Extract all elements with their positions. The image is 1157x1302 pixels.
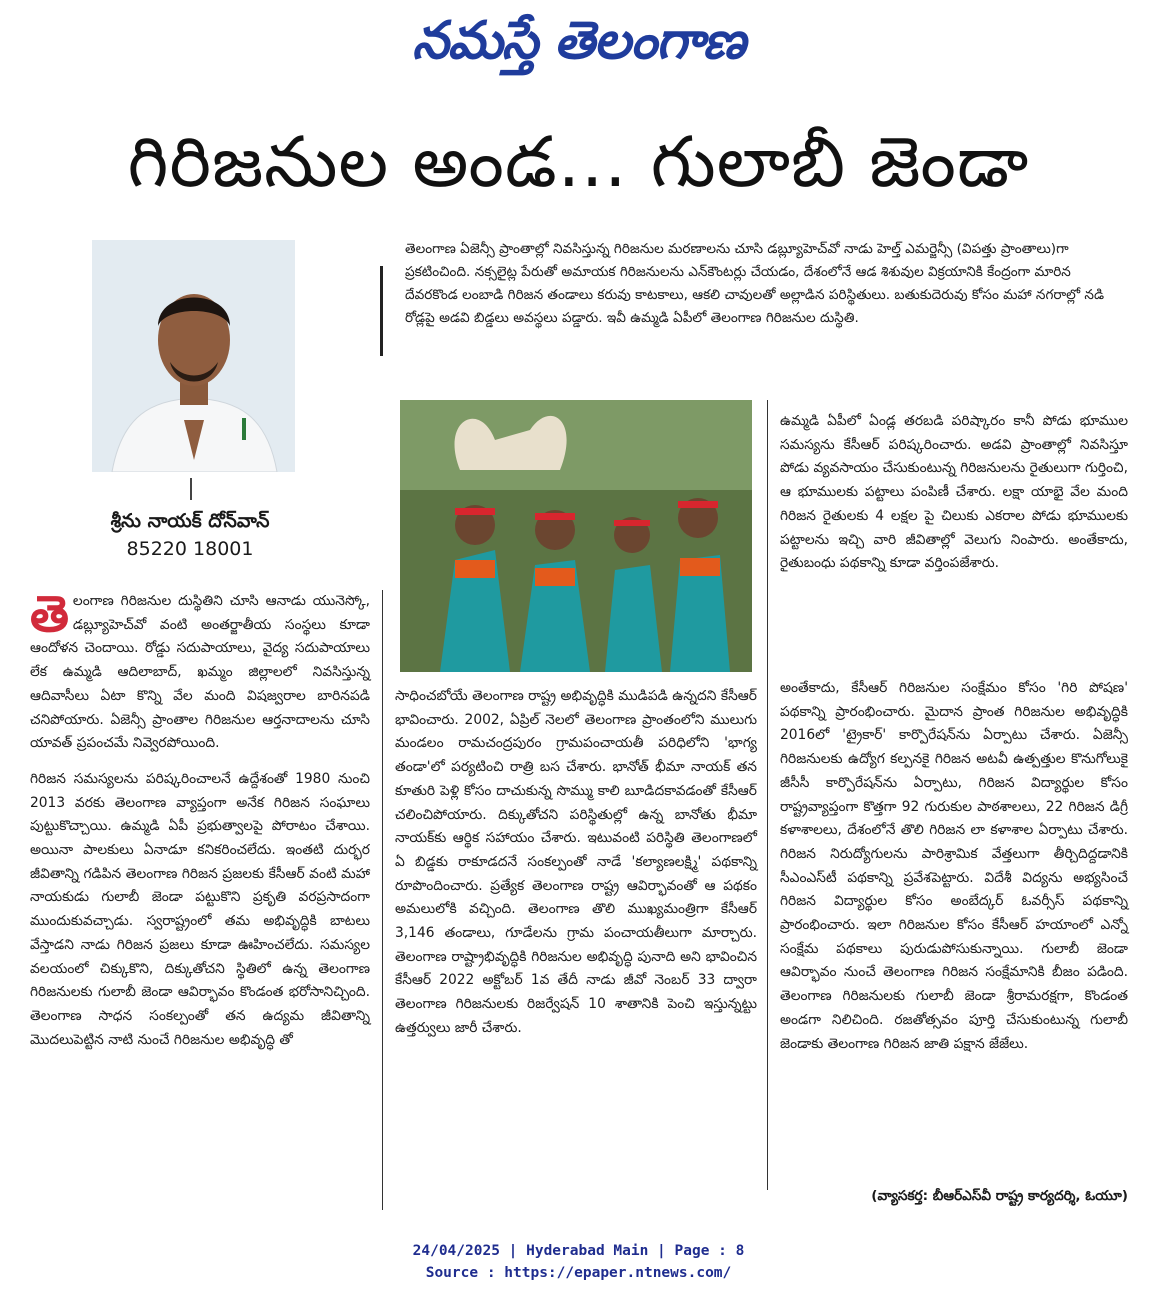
author-credit: (వ్యాసకర్త: బీఆర్‌ఎస్‌వీ రాష్ట్ర కార్యదర్శి, ఓయూ)	[871, 1188, 1128, 1204]
source-link[interactable]: Source : https://epaper.ntnews.com/	[425, 1265, 732, 1281]
article-intro: తెలంగాణ ఏజెన్సీ ప్రాంతాల్లో నివసిస్తున్న గిరిజనుల మరణాలను చూసి డబ్ల్యూహెచ్‌వో నాడు హెల్త్ ఎమర్జెన్సీ (విపత్తు ప్రాంతాలు)గా ప్రకటించింది. నక్సలైట్ల పేరుతో అమాయక గిరిజనులను ఎన్‌కౌంటర్లు చేయడం, దేశంలోనే ఆడ శిశువుల విక్రయానికి కేంద్రంగా మారిన దేవరకొండ లంబాడి గిరిజన తండాలు కరువు కాటకాలు, ఆకలి చావులతో అల్లాడిన పరిస్థితులు. బతుకుదెరువు కోసం మహా నగరాల్లో నడి రోడ్లపై అడవి బిడ్డలు అవస్థలు పడ్డారు. ఇవీ ఉమ్మడి ఏపీలో తెలంగాణ గిరిజనుల దుస్థితి.	[405, 241, 1105, 326]
paragraph: అంతేకాదు, కేసీఆర్ గిరిజనుల సంక్షేమం కోసం 'గిరి పోషణ' పథకాన్ని ప్రారంభించారు. మైదాన ప్రాంత గిరిజనుల అభివృద్ధికి 2016లో 'ట్రైకార్' కార్పొరేషన్‌ను ఏర్పాటు చేశారు. ఏజెన్సీ గిరిజనులకు ఉద్యోగ కల్పనకై గిరిజన అటవీ ఉత్పత్తుల కొనుగోలుకై జీసీసీ కార్పొరేషన్‌ను ఏర్పాటు, గిరిజన విద్యార్థుల కోసం రాష్ట్రవ్యాప్తంగా కొత్తగా 92 గురుకుల పాఠశాలలు, 22 గిరిజన డిగ్రీ కళాశాలలు, దేశంలోనే తొలి గిరిజన లా కళాశాల ఏర్పాటు చేశారు. గిరిజన నిరుద్యోగులను పారిశ్రామిక వేత్తలుగా తీర్చిదిద్దడానికి సీఎంఎస్‌టీ పథకాన్ని ప్రవేశపెట్టారు. విదేశీ విద్యను అభ్యసించే గిరిజన విద్యార్థుల కోసం అంబేద్కర్ ఓవర్సీస్ పథకాన్ని ప్రారంభించారు. ఇలా గిరిజనుల కోసం కేసీఆర్ హయాంలో ఎన్నో సంక్షేమ పథకాలు పురుడుపోసుకున్నాయి. గులాబీ జెండా ఆవిర్భావం నుంచే తెలంగాణ గిరిజన సంక్షేమానికి బీజం పడింది. తెలంగాణ గిరిజనులకు గులాబీ జెండా శ్రీరామరక్షగా, కొండంత అండగా నిలిచింది. రజతోత్సవం పూర్తి చేసుకుంటున్న గులాబీ జెండాకు తెలంగాణ గిరిజన జాతి పక్షాన జేజేలు.	[780, 680, 1128, 1052]
author-phone: 85220 18001	[126, 538, 254, 560]
masthead	[0, 6, 1157, 76]
edition-info: 24/04/2025 | Hyderabad Main | Page : 8	[412, 1243, 745, 1259]
author-photo	[92, 240, 295, 472]
author-divider	[190, 478, 192, 500]
article-column-middle	[395, 685, 757, 1053]
article-column-right-top	[780, 410, 1128, 588]
paragraph: ఉమ్మడి ఏపీలో ఏండ్ల తరబడి పరిష్కారం కానీ పోడు భూముల సమస్యను కేసీఆర్ పరిష్కరించారు. అడవి ప్రాంతాల్లో నివసిస్తూ పోడు వ్యవసాయం చేసుకుంటున్న గిరిజనులను రైతులుగా గుర్తించి, ఆ భూములకు పట్టాలు పంపిణీ చేశారు. లక్షా యాభై వేల మంది గిరిజన రైతులకు 4 లక్షల పై చిలుకు ఎకరాల పోడు భూములకు పట్టాలను ఇచ్చి వారి జీవితాల్లో వెలుగు నింపారు. అంతేకాదు, రైతుబంధు పథకాన్ని కూడా వర్తింపజేశారు.	[780, 413, 1128, 572]
paragraph: సాధించబోయే తెలంగాణ రాష్ట్ర అభివృద్ధికి ముడిపడి ఉన్నదని కేసీఆర్ భావించారు. 2002, ఏప్రిల్ నెలలో తెలంగాణ ప్రాంతంలోని ములుగు మండలం రామచంద్రపురం గ్రామపంచాయతీ పరిధిలోని 'భాగ్య తండా'లో పర్యటించి రాత్రి బస చేశారు. భానోత్ భీమా నాయక్ తన కూతురి పెళ్లి కోసం దాచుకున్న సొమ్ము కాలి బూడిదకావడంతో కేసీఆర్ చలించిపోయారు. దిక్కుతోచని పరిస్థితుల్లో ఉన్న బానోతు భీమా నాయక్‌కు ఆర్థిక సహాయం చేశారు. ఇటువంటి పరిస్థితి తెలంగాణలో ఏ బిడ్డకు రాకూడదనే సంకల్పంతో నాడే 'కల్యాణలక్ష్మి' పథకాన్ని రూపొందించారు. ప్రత్యేక తెలంగాణ రాష్ట్ర ఆవిర్భావంతో ఆ పథకం అమలులోకి వచ్చింది. తెలంగాణ తొలి ముఖ్యమంత్రిగా కేసీఆర్ 3,146 తండాలు, గూడేలను గ్రామ పంచాయతీలుగా మార్చారు. తెలంగాణ రాష్ట్రాభివృద్ధికి గిరిజనుల అభివృద్ధి పునాది అని భావించిన కేసీఆర్ 2022 అక్టోబర్ 1వ తేదీ నాడు జీవో నెంబర్ 33 ద్వారా తెలంగాణ గిరిజనులకు రిజర్వేషన్ 10 శాతానికి పెంచి ఇస్తున్నట్టు ఉత్తర్వులు జారీ చేశారు.	[395, 688, 757, 1036]
page-footer	[0, 1240, 1157, 1284]
column-divider	[382, 590, 383, 1210]
paragraph: గిరిజన సమస్యలను పరిష్కరించాలనే ఉద్దేశంతో 1980 నుంచి 2013 వరకు తెలంగాణ వ్యాప్తంగా అనేక గిరిజన సంఘాలు పుట్టుకొచ్చాయి. ఉమ్మడి ఏపీ ప్రభుత్వాలపై పోరాటం చేశాయి. అయినా పాలకులు ఏనాడూ కనికరించలేదు. ఇంతటి దుర్భర జీవితాన్ని గడిపిన తెలంగాణ గిరిజన ప్రజలకు కేసీఆర్ వంటి మహా నాయకుడు గులాబీ జెండా పట్టుకొని ప్రకృతి వరప్రసాదంగా ముందుకువచ్చాడు. స్వరాష్ట్రంలో తమ అభివృద్ధికి బాటలు వేస్తాడని నాడు గిరిజన ప్రజలు కూడా ఊహించలేదు. సమస్యల వలయంలో చిక్కుకొని, దిక్కుతోచని స్థితిలో ఉన్న తెలంగాణ గిరిజనులకు గులాబీ జెండా ఆవిర్భావం కొండంత భరోసానిచ్చింది. తెలంగాణ సాధన సంకల్పంతో తన ఉద్యమ జీవితాన్ని మొదలుపెట్టిన నాటి నుంచే గిరిజనుల అభివృద్ధి తో	[30, 770, 370, 1048]
intro-accent-bar	[380, 266, 383, 356]
author-name: శ్రీను నాయక్ దోన్‌వాన్	[110, 510, 270, 532]
newspaper-logo: నమస్తే తెలంగాణ	[412, 10, 745, 71]
article-column-right-bottom	[780, 677, 1128, 1068]
drop-cap: తె	[30, 585, 69, 643]
column-divider	[767, 400, 768, 1190]
article-headline: గిరిజనుల అండ... గులాబీ జెండా	[127, 121, 1030, 203]
tribal-dancers-photo	[400, 400, 752, 672]
article-column-left	[30, 585, 370, 1064]
paragraph	[30, 585, 370, 756]
paragraph-text: లంగాణ గిరిజనుల దుస్థితిని చూసి ఆనాడు యునెస్కో, డబ్ల్యూహెచ్‌వో వంటి అంతర్జాతీయ సంస్థలు కూడా ఆందోళన చెందాయి. రోడ్డు సదుపాయాలు, వైద్య సదుపాయాలు లేక ఉమ్మడి ఆదిలాబాద్, ఖమ్మం జిల్లాలలో నివసిస్తున్న ఆదివాసీలు ఏటా కొన్ని వేల మంది విషజ్వరాల బారినపడి చనిపోయారు. ఏజెన్సీ ప్రాంతాల గిరిజనుల ఆర్తనాదాలను చూసి యావత్ ప్రపంచమే నివ్వెరపోయింది.	[30, 593, 370, 752]
